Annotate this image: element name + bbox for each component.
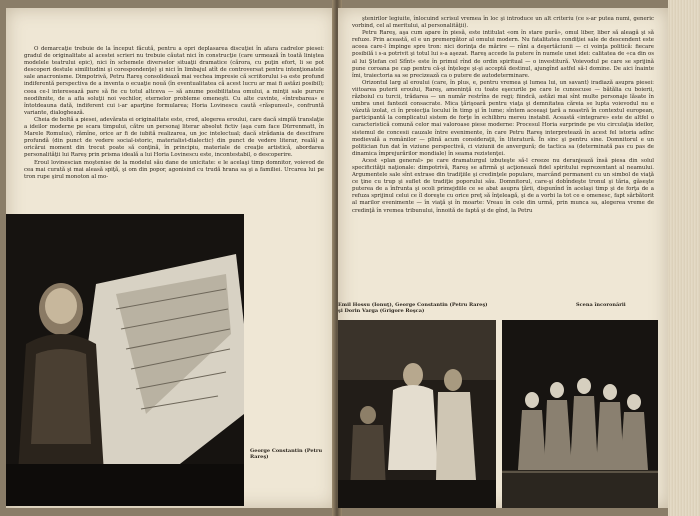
photo-group-scene-image bbox=[338, 320, 496, 508]
right-page bbox=[338, 8, 668, 508]
left-paragraph-1: O demarcaţie trebuie de la început făcută, pentru a opri deplasarea discuţiei în afara cadrelor piesei: gradul de originalitate al acestei scrieri nu trebuie căutat nici în construcţie (care urmează în toată liniştea modelele teatrului epic), nici în schemele diverselor situaţii dramatice (cărora, cu puţin efort, li se pot descoperi destule similitudini şi corespondenţe) şi nici în limbajul atît de controversat pentru intenţionatele sale anacronisme. Dimpotrivă, Petru Rareş consolidează mai vechea impresie că scriitorului i-a este profund indiferentă perspectiva de a inventa o ecuaţie nouă (în eventualitatea că acest lucru ar mai fi astăzi posibil); ceea ce-l interesează pare să fie cu totul altceva — să anume posibilitatea omului, a minţii sale purure neodihnite, de a afla soluţii noi vechilor, eternelor probleme omeneşti. Cu alte cuvinte, «întrebarea» e întotdeauna dată, indiferent cui i-ar aparţine formularea; Horia Lovinescu caută «răspunsul», confruntă variante, dialoghează. bbox=[24, 46, 324, 116]
page-edges bbox=[668, 0, 700, 516]
right-paragraph-2: Petru Rareş, aşa cum apare în piesă, este intitulat «om în stare pură», omul liber, liber să aleagă şi să refuze. Prin această, el e un premergător al omului modern. Nu fatalitatea condiţiei sale de descendent este aceea care-l împinge spre tron: nici dorinţa de mărire — răni a deşertăciunii — ci voinţa politică: fiecare posibilă i s-a potrivit şi totul lui s-a aşezat. Rareş accede la putere în numele unei idei: calitatea de «ca din os al lui Ştefan cel Sfînt» este în primul rînd de ordin spiritual — o investitură. Voievodul pe care se sprijină pune coroana pe cap pentru că-şi înţelege şi-şi acceptă destinul, ajungînd astfel să-l domine. De aici înainte îmi, traiectoria sa se precizează ca o putere de autodeterminare. bbox=[352, 30, 654, 79]
photo-caption-coronation: Scena încoronării bbox=[576, 302, 626, 308]
right-paragraph-4: Acest «plan general» pe care dramaturgul izbuteşte să-l creeze nu deranjează însă piesa din solul specificităţii naţionale: dimpotrivă, Rareş se afirmă şi acţionează fidel spiritului reprezentant al neamului. Argumentele sale sînt extrase din tradiţiile şi credinţele populare, marcând permanent cu un simbol de viaţă ce ţine cu trup şi suflet de tradiţie poporului său. Domnitorul, care-şi dobîndeşte tronul şi tăria, găseşte puterea de a înfrunta şi ocoli primejdiile ce se abat asupra ţării, dispunînd în acelaşi timp şi de forţa de a refuza sprijinul celui ce îl doreşte cu orice preţ să înţeleagă, şi de a vorbi la tot ce e omenesc, fapt sărbătorit al marilor evenimente — în viaţă şi în moarte: Vreau în cele din urmă, prin munca sa, alegerea vreme de credinţă în vremea tribunului, înnoită de faptă şi de gînd, la Petru bbox=[352, 157, 654, 214]
photo-caption-group: Emil Hossu (Ionuţ), George Constantin (Petru Rareş) şi Dorin Varga (Grigore Roşca) bbox=[338, 302, 488, 315]
photo-coronation-scene bbox=[502, 320, 658, 508]
right-paragraph-3: Orizontul larg al eroului (care, în plus, e, pentru vremea şi lumea lui, un savant) iradiază asupra piesei: viitoarea puterii eroului, Rareş, ameninţă cu toate eşecurile pe care le cunoscuse — bătălia cu boierii, războiul cu turcii, trădarea — un număr restrîns de regi; fiindcă, astăzi mai sînt multe personaje lăsate în umbra unei fantezii consacrate. Mica ţărişoară pentru viaţa şi demnitatea căreia se lupta voievodul nu e văzută izolat, ci în proiecţia locului în timp şi în lume; sîntem aceeaşi ţară a noastră în contextul european, participantă la complicatul sistem de forţe în echilibru mereu instabil. Această «integrare» este de altfel o caracteristică comună celor mai valoroase piese moderne: Procesul Horia surprinde pe viu circulaţia ideilor, sistemul de concesii cauzale între evenimente, în care Petru Rareş interpretează în acest fel istoria adînc medievală a românilor — plină acum consideraţii, în literatură. În sinc şi pentru sine. Domnitorul e un politician fun dat în viziune perspectivă, ci viziunii de anvergură; de tactica sa (determinată pas cu pas de dinamica împrejurărilor mondiale) în seama rezistenţei. bbox=[352, 79, 654, 157]
photo-petru-rares-image bbox=[6, 214, 244, 506]
left-paragraph-3: Eroul lovinescian moştenise de la modelul său dane de unicitate: e le acelaşi timp domnitor, voievod de cea mai curată şi mai aleasă spiţă, şi om din popor, agonisind cu trudă hrana sa şi a familiei. Urcarea lui pe tron rupe şirul monoton al mo- bbox=[24, 159, 324, 180]
left-page bbox=[6, 8, 336, 508]
photo-group-scene bbox=[338, 320, 496, 508]
photo-caption-left: George Constantin (Petru Rareş) bbox=[250, 448, 323, 461]
right-page-text bbox=[352, 16, 654, 215]
photo-petru-rares bbox=[6, 214, 244, 506]
left-page-text bbox=[24, 46, 324, 181]
right-paragraph-1: ştenirilor legiuite, înlocuind scrisul vremea în loc şi introduce un alt criteriu (ce s-ar putea numi, generic vorbind, cel al meritului, al personalităţii). bbox=[352, 16, 654, 30]
photo-coronation-scene-image bbox=[502, 320, 658, 508]
left-paragraph-2: Cheia de boltă a piesei, adevărata ei originalitate este, cred, alegerea eroului, care dacă simplă translaţie a ideilor moderne pe scara timpului, către un personaj literar absolut fictiv (aşa cum face Dürrenmatt, în Marele Romulus), rămîne, orice ar fi de iubită realizarea, un joc intelectual; dacă strădania de descifrare profundă (din punct de vedere social-istoric, materialist-dialectic) din punct de vedere literar, reală) a oricărui moment din trecut poate să conţină, în principiu, materiale de creaţie artistică, abordarea personalităţii lui Rareş prin prisma ideală a lui Horia Lovinescu este, incontestabil, o descoperire. bbox=[24, 116, 324, 159]
